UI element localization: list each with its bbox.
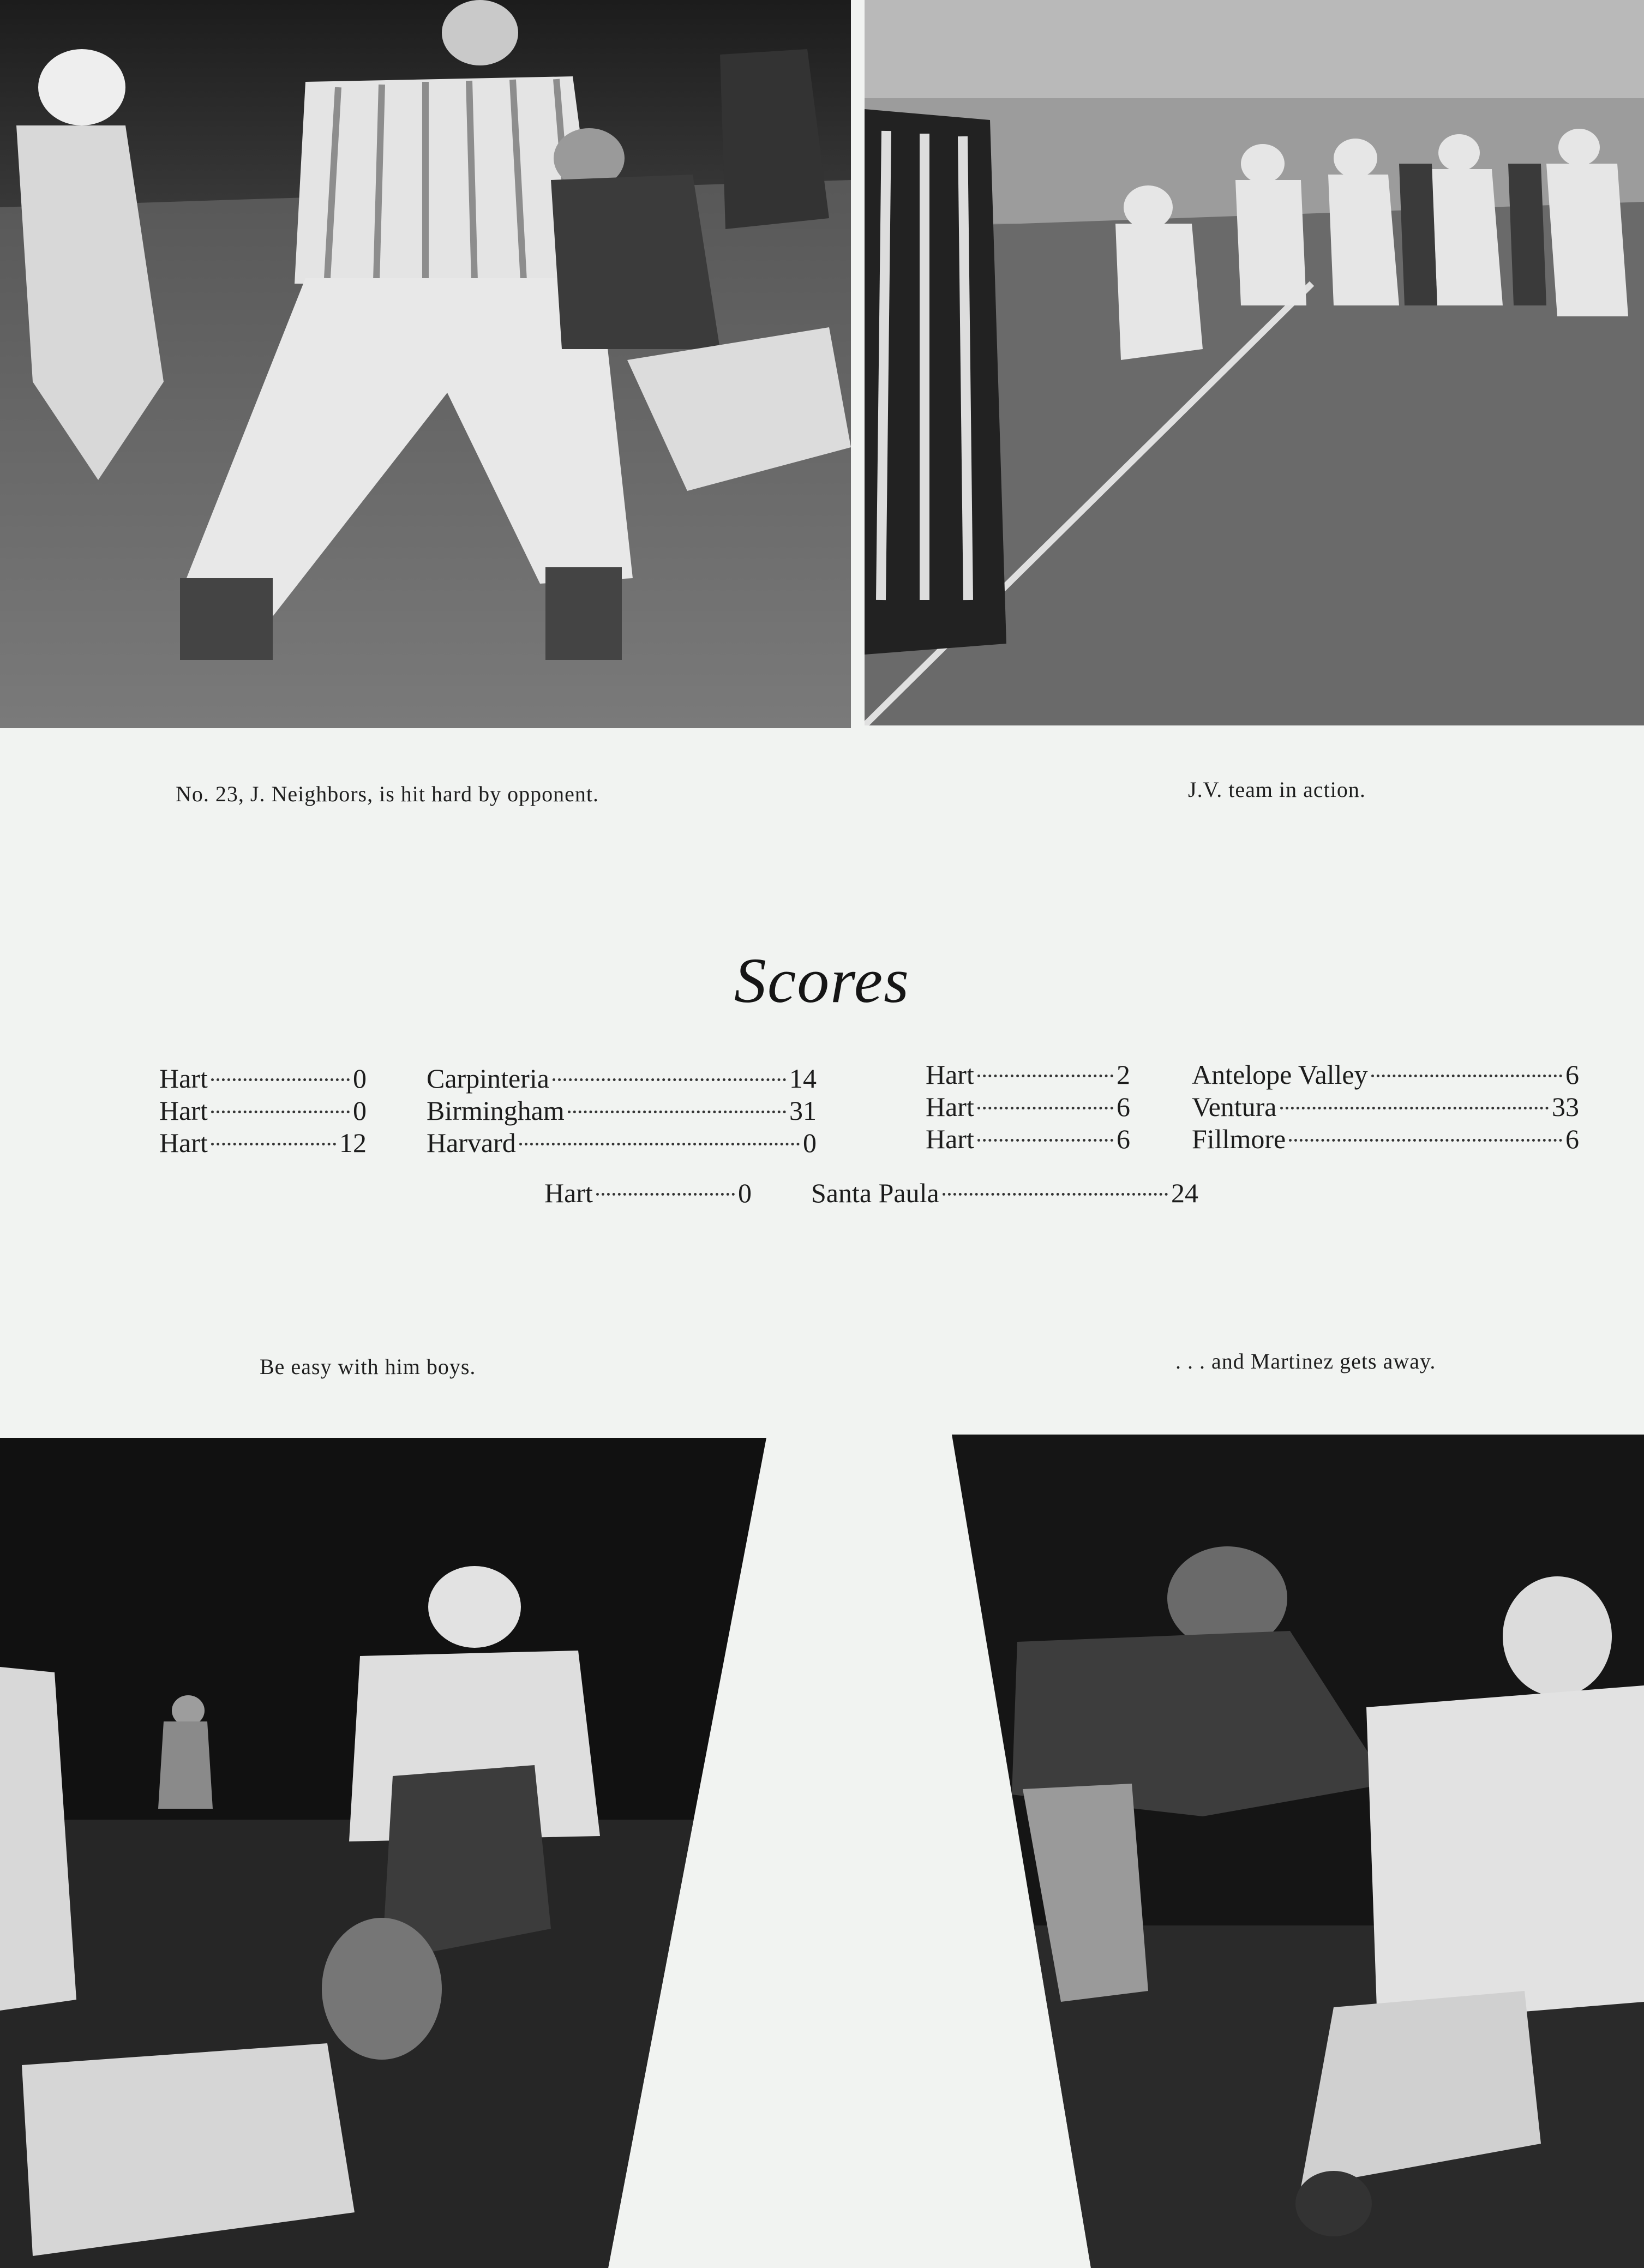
opponent-score: 6 [1565, 1124, 1579, 1154]
opponent-score: 14 [789, 1063, 817, 1094]
score-row [0, 1058, 1644, 1091]
home-score: 0 [738, 1178, 752, 1208]
home-score: 2 [1117, 1059, 1130, 1090]
home-team: Hart [159, 1095, 208, 1126]
score-row [0, 1123, 1644, 1155]
home-team: Hart [926, 1124, 974, 1154]
home-score: 0 [353, 1063, 367, 1094]
photo-jv-team [865, 0, 1644, 725]
home-team: Hart [159, 1127, 208, 1158]
opponent-name: Fillmore [1192, 1124, 1286, 1154]
photo-martinez [952, 1435, 1644, 2268]
photo-tackle-no23 [0, 0, 851, 728]
opponent-name: Birmingham [427, 1095, 565, 1126]
caption-top-left: No. 23, J. Neighbors, is hit hard by opponent. [176, 782, 599, 806]
opponent-name: Carpinteria [427, 1063, 549, 1094]
home-team: Hart [544, 1178, 593, 1208]
caption-top-right: J.V. team in action. [1188, 777, 1366, 802]
opponent-score: 0 [803, 1127, 817, 1158]
home-score: 6 [1117, 1124, 1130, 1154]
opponent-score: 24 [1171, 1178, 1198, 1208]
home-team: Hart [159, 1063, 208, 1094]
photo-be-easy [0, 1438, 766, 2268]
opponent-name: Santa Paula [811, 1178, 939, 1208]
score-row [0, 1090, 1644, 1123]
opponent-score: 6 [1565, 1059, 1579, 1090]
opponent-name: Ventura [1192, 1091, 1277, 1122]
opponent-score: 31 [789, 1095, 817, 1126]
score-row [0, 1177, 1644, 1209]
home-team: Hart [926, 1091, 974, 1122]
opponent-name: Antelope Valley [1192, 1059, 1368, 1090]
home-score: 12 [339, 1127, 367, 1158]
home-score: 0 [353, 1095, 367, 1126]
home-team: Hart [926, 1059, 974, 1090]
opponent-name: Harvard [427, 1127, 516, 1158]
scores-title: Scores [734, 945, 910, 1016]
caption-bottom-right: . . . and Martinez gets away. [1175, 1349, 1436, 1373]
caption-bottom-left: Be easy with him boys. [260, 1354, 476, 1379]
opponent-score: 33 [1552, 1091, 1579, 1122]
home-score: 6 [1117, 1091, 1130, 1122]
